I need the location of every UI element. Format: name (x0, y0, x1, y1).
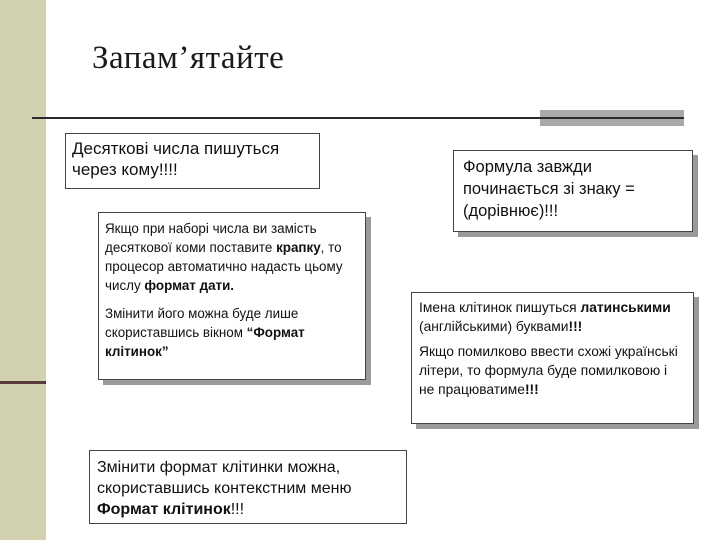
cell-names-note (411, 292, 694, 424)
format-window-paragraph (105, 304, 359, 361)
wrong-letters-text: Якщо помилково ввести схожі українські літери, то формула буде помилковою і не працюватиме (419, 344, 678, 397)
context-menu-paragraph (97, 457, 399, 520)
wrong-letters-bold-excl: !!! (524, 382, 539, 397)
cell-names-paragraph (419, 298, 686, 336)
dot-date-format-note (98, 212, 366, 380)
dot-date-bold-format: формат дати. (144, 278, 235, 293)
format-window-text: Змінити його можна буде лише скориставшись вікном (105, 306, 299, 340)
format-window-bold: “Формат клітинок” (105, 325, 305, 359)
dot-date-text-c: , то процесор автоматично надасть цьому числу (105, 240, 343, 293)
formula-equals-text: Формула завжди починається зі знаку = (дорівнює)!!! (463, 158, 635, 220)
cell-names-text-a: Імена клітинок пишуться (419, 300, 581, 315)
sidebar-divider (0, 381, 46, 384)
slide-title: Запам’ятайте (92, 40, 285, 76)
decimal-comma-text: Десяткові числа пишуться через кому!!!! (72, 139, 280, 179)
cell-names-text-c: (англійськими) буквами (419, 319, 569, 334)
dot-date-paragraph (105, 219, 359, 295)
context-menu-bold: Формат клітинок (97, 501, 231, 518)
title-divider (32, 117, 684, 119)
dot-date-text-a: Якщо при наборі числа ви замість десяткової коми поставите (105, 221, 317, 255)
context-menu-text-c: !!! (230, 501, 245, 518)
dot-date-bold-dot: крапку (276, 240, 321, 255)
decimal-comma-note (65, 133, 320, 189)
sidebar-strip (0, 0, 46, 540)
formula-equals-note (453, 150, 693, 232)
context-menu-note (89, 450, 407, 524)
cell-names-bold-excl: !!! (568, 319, 583, 334)
wrong-letters-paragraph (419, 342, 686, 399)
context-menu-text-a: Змінити формат клітинки можна, скориставшись контекстним меню (97, 459, 352, 497)
cell-names-bold-latin: латинськими (580, 300, 671, 315)
